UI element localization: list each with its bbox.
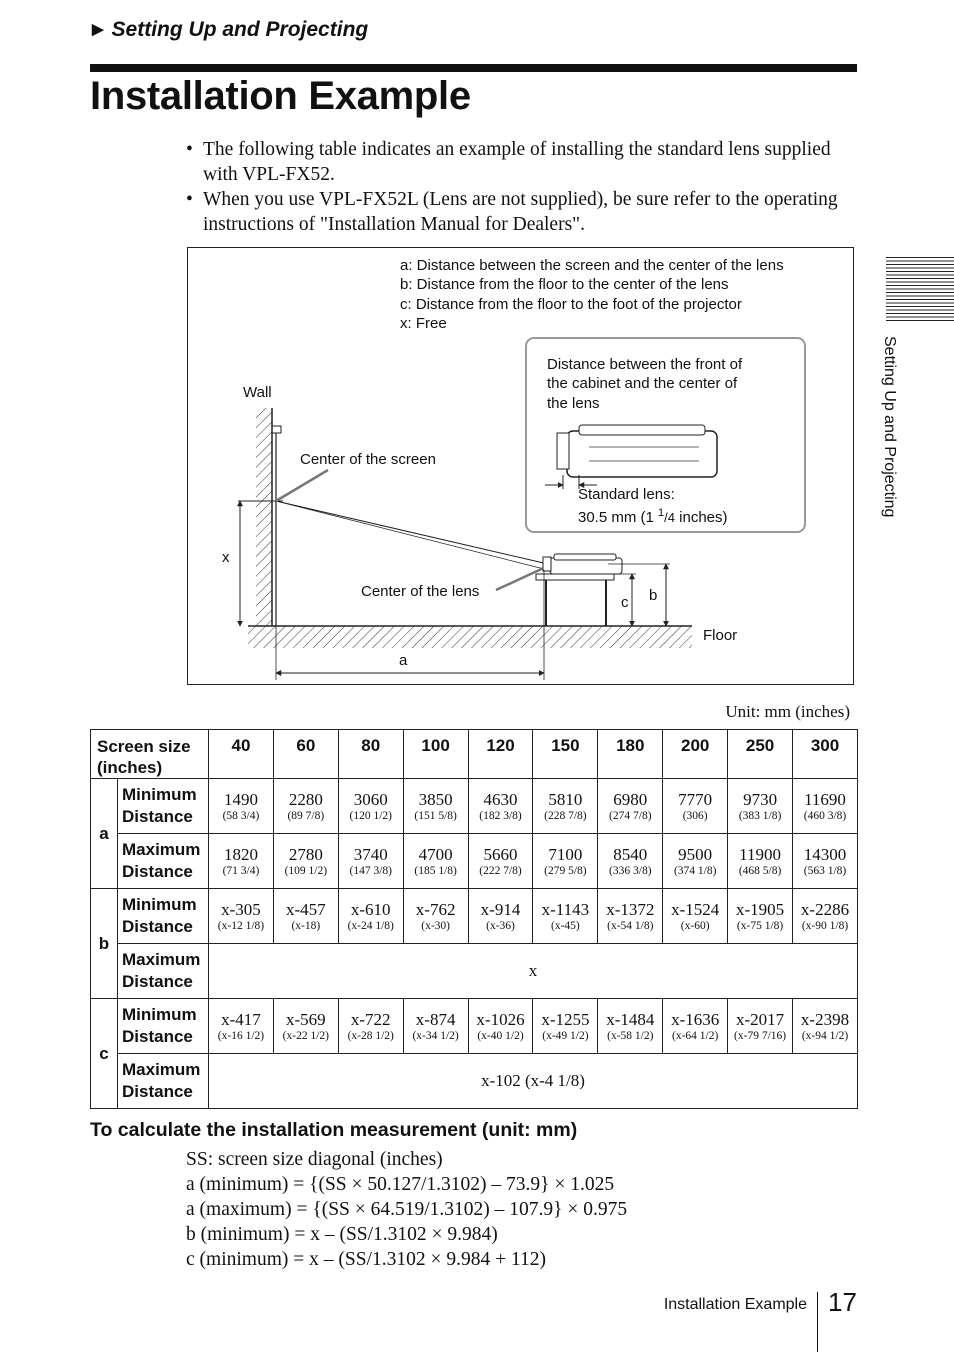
value-cell — [338, 889, 403, 944]
value-inches: (x-45) — [551, 919, 580, 932]
value-inches: (x-28 1/2) — [347, 1029, 394, 1042]
label-line: Maximum — [122, 840, 201, 859]
value-inches: (x-54 1/8) — [607, 919, 654, 932]
value-mm: x-914 — [480, 899, 521, 919]
legend-x: x: Free — [400, 315, 447, 332]
value-mm: 11900 — [739, 844, 781, 864]
value-inches: (336 3/8) — [609, 864, 652, 877]
value-inches: (306) — [682, 809, 708, 822]
floor-hatch — [248, 626, 692, 648]
header-size-cell: 100 — [403, 730, 468, 779]
value-mm: x-1524 — [671, 899, 720, 919]
value-inches: (182 3/8) — [479, 809, 522, 822]
label-line: Distance — [122, 1082, 193, 1101]
header-size-cell: 120 — [468, 730, 533, 779]
unit-label: Unit: mm (inches) — [725, 702, 850, 721]
value-inches: (x-79 7/16) — [734, 1029, 787, 1042]
header-size-cell: 80 — [338, 730, 403, 779]
value-inches: (x-24 1/8) — [347, 919, 394, 932]
group-label: a — [91, 779, 118, 889]
section-header — [92, 18, 368, 42]
value-mm: 9730 — [743, 789, 778, 809]
value-mm: x-1484 — [606, 1009, 655, 1029]
value-cell — [663, 999, 728, 1054]
value-mm: 6980 — [613, 789, 648, 809]
value-mm: x-1372 — [606, 899, 655, 919]
value-cell — [663, 889, 728, 944]
formula-line: SS: screen size diagonal (inches) — [186, 1149, 443, 1170]
value-cell — [468, 779, 533, 834]
header-size-cell: 40 — [209, 730, 274, 779]
max-distance-label — [118, 944, 209, 999]
label-line: Distance — [122, 862, 193, 881]
footer-rule — [817, 1292, 818, 1352]
callout-line: the cabinet and the center of — [547, 375, 738, 392]
sidebar-section-label: Setting Up and Projecting — [881, 336, 898, 518]
value-cell — [533, 999, 598, 1054]
wall-hatch — [256, 408, 272, 626]
standard-lens-value: 30.5 mm (1 $^1$/4 inches) — [578, 507, 728, 526]
value-cell — [273, 889, 338, 944]
standard-lens-label: Standard lens: — [578, 486, 675, 503]
value-mm: 3060 — [353, 789, 388, 809]
triangle-marker-icon: ▶ — [92, 21, 104, 38]
min-distance-label — [118, 889, 209, 944]
table-row — [91, 999, 858, 1054]
header-size-cell: 300 — [793, 730, 858, 779]
value-mm: x-2017 — [735, 1009, 785, 1029]
label-a: a — [399, 652, 408, 669]
value-inches: (x-18) — [291, 919, 321, 932]
header-size-cell: 60 — [273, 730, 338, 779]
footer-label: Installation Example — [663, 1296, 807, 1313]
value-mm: 11690 — [804, 789, 846, 809]
value-mm: x-457 — [286, 899, 326, 919]
value-inches: (279 5/8) — [544, 864, 587, 877]
value-mm: x-417 — [221, 1009, 261, 1029]
label-wall: Wall — [243, 384, 272, 401]
value-mm: 2280 — [288, 789, 323, 809]
value-inches: (89 7/8) — [287, 809, 325, 822]
formula-line: a (maximum) = {(SS × 64.519/1.3102) – 107.9} × 0.975 — [186, 1199, 628, 1220]
value-mm: x-305 — [221, 899, 261, 919]
value-cell — [338, 779, 403, 834]
value-cell — [403, 999, 468, 1054]
value-inches: (151 5/8) — [414, 809, 457, 822]
label-line: Distance — [122, 807, 193, 826]
value-mm: x-1636 — [671, 1009, 720, 1029]
table-header-row — [91, 730, 858, 779]
callout-line: the lens — [547, 395, 600, 412]
value-cell — [598, 889, 663, 944]
value-mm: x-610 — [350, 899, 391, 919]
label-line: Maximum — [122, 1060, 201, 1079]
value-inches: (274 7/8) — [609, 809, 652, 822]
value-cell — [793, 779, 858, 834]
page-number: 17 — [828, 1287, 857, 1317]
value-inches: (374 1/8) — [673, 864, 717, 877]
value-cell — [403, 779, 468, 834]
value-mm: x-762 — [415, 899, 456, 919]
value-inches: (x-30) — [421, 919, 450, 932]
value-mm: 1490 — [223, 789, 258, 809]
projection-beam — [276, 501, 548, 564]
value-inches: (71 3/4) — [222, 864, 260, 877]
value-cell — [793, 999, 858, 1054]
intro-list — [186, 137, 846, 237]
value-mm: x-874 — [415, 1009, 456, 1029]
value-inches: (228 7/8) — [544, 809, 587, 822]
value-mm: 7100 — [548, 844, 583, 864]
formula-line: a (minimum) = {(SS × 50.127/1.3102) – 73.9} × 1.025 — [186, 1174, 615, 1195]
value-inches: (x-34 1/2) — [412, 1029, 459, 1042]
projector-table — [536, 574, 614, 580]
value-inches: (120 1/2) — [349, 809, 392, 822]
label-x: x — [222, 549, 230, 566]
value-inches: (58 3/4) — [222, 809, 260, 822]
sidebar-tab-stripes — [886, 257, 954, 321]
value-mm: x-2286 — [800, 899, 850, 919]
lens-distance-callout — [525, 337, 806, 533]
screen-top — [272, 426, 281, 433]
min-distance-label — [118, 999, 209, 1054]
label-line: Minimum — [122, 785, 197, 804]
value-mm: 5810 — [548, 789, 583, 809]
label-floor: Floor — [703, 627, 738, 644]
intro-bullet: • When you use VPL-FX52L (Lens are not supplied), be sure refer to the operating instructions of "Installation Manual for Dealers". — [186, 187, 846, 237]
projector-lens — [543, 557, 551, 571]
label-line: Minimum — [122, 1005, 197, 1024]
value-inches: (x-94 1/2) — [801, 1029, 849, 1042]
max-distance-span: x — [209, 944, 858, 999]
value-cell — [468, 999, 533, 1054]
value-cell — [468, 834, 533, 889]
group-label: b — [91, 889, 118, 999]
value-cell — [793, 889, 858, 944]
value-mm: 2780 — [288, 844, 323, 864]
value-cell — [793, 834, 858, 889]
calculation-title: To calculate the installation measurement (unit: mm) — [90, 1119, 578, 1141]
value-inches: (563 1/8) — [803, 864, 847, 877]
max-distance-label — [118, 834, 209, 889]
legend-b: b: Distance from the floor to the center of the lens — [400, 276, 729, 293]
value-cell — [338, 999, 403, 1054]
page-title: Installation Example — [90, 74, 471, 118]
value-cell — [338, 834, 403, 889]
label-line: Minimum — [122, 895, 197, 914]
value-inches: (x-49 1/2) — [542, 1029, 589, 1042]
value-mm: 3850 — [418, 789, 453, 809]
value-cell — [209, 834, 274, 889]
value-inches: (x-16 1/2) — [217, 1029, 265, 1042]
value-cell — [209, 779, 274, 834]
label-center-of-screen: Center of the screen — [300, 451, 436, 468]
header-screen-size-line: Screen size — [97, 737, 191, 756]
value-mm: 14300 — [803, 844, 847, 864]
table-row — [91, 889, 858, 944]
value-mm: x-1143 — [541, 899, 590, 919]
value-inches: (460 3/8) — [803, 809, 847, 822]
value-inches: (x-36) — [486, 919, 515, 932]
value-cell — [533, 889, 598, 944]
value-mm: 7770 — [678, 789, 713, 809]
label-line: Distance — [122, 972, 193, 991]
value-inches: (147 3/8) — [349, 864, 392, 877]
value-mm: x-569 — [286, 1009, 326, 1029]
value-cell — [403, 889, 468, 944]
header-size-cell: 150 — [533, 730, 598, 779]
value-cell — [533, 779, 598, 834]
value-cell — [598, 779, 663, 834]
value-cell — [209, 889, 274, 944]
value-cell — [468, 889, 533, 944]
group-label: c — [91, 999, 118, 1109]
label-center-of-lens: Center of the lens — [361, 583, 480, 600]
header-size-cell: 180 — [598, 730, 663, 779]
header-screen-size — [91, 730, 209, 779]
value-inches: (x-90 1/8) — [801, 919, 849, 932]
value-inches: (468 5/8) — [738, 864, 782, 877]
max-distance-label — [118, 1054, 209, 1109]
formula-line: c (minimum) = x – (SS/1.3102 × 9.984 + 112) — [186, 1249, 546, 1270]
label-b: b — [649, 587, 658, 604]
value-inches: (222 7/8) — [479, 864, 522, 877]
value-inches: (185 1/8) — [414, 864, 457, 877]
table-row — [91, 944, 858, 999]
header-size-cell: 200 — [663, 730, 728, 779]
value-cell — [663, 834, 728, 889]
value-mm: 5660 — [483, 844, 518, 864]
value-mm: x-722 — [350, 1009, 391, 1029]
value-inches: (x-60) — [680, 919, 710, 932]
value-cell — [273, 779, 338, 834]
value-cell — [273, 834, 338, 889]
value-cell — [728, 999, 793, 1054]
value-mm: 4700 — [418, 844, 453, 864]
calculation-formulas — [186, 1147, 627, 1272]
value-mm: 1820 — [223, 844, 258, 864]
label-c: c — [621, 594, 629, 611]
min-distance-label — [118, 779, 209, 834]
label-line: Distance — [122, 1027, 193, 1046]
table-row — [91, 779, 858, 834]
value-inches: (x-75 1/8) — [736, 919, 784, 932]
value-mm: x-1026 — [476, 1009, 525, 1029]
value-cell — [728, 889, 793, 944]
value-mm: x-1255 — [541, 1009, 590, 1029]
value-mm: 4630 — [483, 789, 518, 809]
value-cell — [598, 999, 663, 1054]
value-cell — [663, 779, 728, 834]
value-cell — [533, 834, 598, 889]
table-row — [91, 834, 858, 889]
max-distance-span: x-102 (x-4 1/8) — [209, 1054, 858, 1109]
value-inches: (x-22 1/2) — [282, 1029, 329, 1042]
installation-table — [90, 729, 858, 1109]
value-cell — [598, 834, 663, 889]
section-title: Setting Up and Projecting — [111, 18, 369, 41]
value-inches: (383 1/8) — [738, 809, 782, 822]
formula-line: b (minimum) = x – (SS/1.3102 × 9.984) — [186, 1224, 498, 1245]
value-inches: (x-12 1/8) — [217, 919, 265, 932]
header-screen-size-line: (inches) — [97, 758, 163, 777]
value-mm: 3740 — [353, 844, 388, 864]
value-mm: x-2398 — [800, 1009, 850, 1029]
table-row — [91, 1054, 858, 1109]
legend-c: c: Distance from the floor to the foot of the projector — [400, 296, 742, 313]
title-rule — [90, 64, 857, 72]
label-line: Distance — [122, 917, 193, 936]
value-inches: (x-64 1/2) — [672, 1029, 719, 1042]
value-cell — [403, 834, 468, 889]
legend-a: a: Distance between the screen and the center of the lens — [400, 257, 784, 274]
label-line: Maximum — [122, 950, 201, 969]
header-size-cell: 250 — [728, 730, 793, 779]
value-mm: 8540 — [613, 844, 648, 864]
value-inches: (x-40 1/2) — [477, 1029, 524, 1042]
value-inches: (x-58 1/2) — [607, 1029, 654, 1042]
value-inches: (109 1/2) — [284, 864, 328, 877]
value-mm: x-1905 — [735, 899, 785, 919]
value-mm: 9500 — [678, 844, 713, 864]
value-cell — [728, 779, 793, 834]
value-cell — [209, 999, 274, 1054]
callout-line: Distance between the front of — [547, 356, 743, 373]
value-cell — [728, 834, 793, 889]
intro-bullet: • The following table indicates an example of installing the standard lens supplied with VPL-FX52. — [186, 137, 846, 187]
installation-diagram — [187, 247, 854, 685]
value-cell — [273, 999, 338, 1054]
